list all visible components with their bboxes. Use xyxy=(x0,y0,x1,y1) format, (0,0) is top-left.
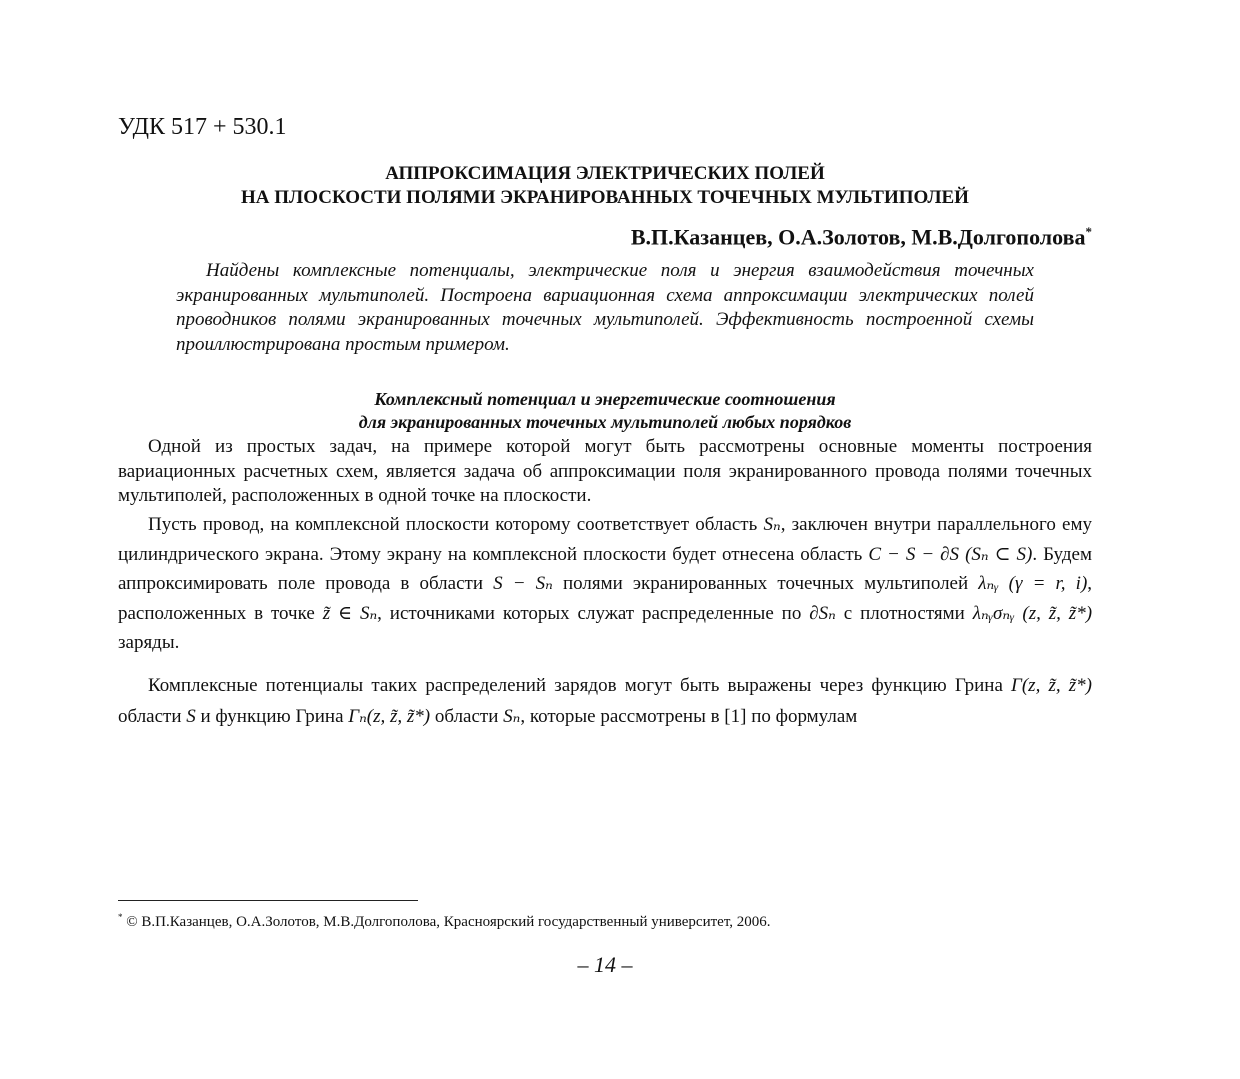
authors-footnote-mark: * xyxy=(1085,224,1092,239)
udk-code: УДК 517 + 530.1 xyxy=(118,114,287,140)
p3-text-e: , которые рассмотрены в [1] по формулам xyxy=(520,706,858,727)
p2-text-g: с плотностями xyxy=(843,602,965,624)
title-line-2: НА ПЛОСКОСТИ ПОЛЯМИ ЭКРАНИРОВАННЫХ ТОЧЕЧНЫХ МУЛЬТИПОЛЕЙ xyxy=(241,187,969,208)
p3-math-green-n: Γₙ(z, z̃, z̃*) xyxy=(348,706,431,727)
abstract: Найдены комплексные потенциалы, электрические поля и энергия взаимодействия точечных экранированных мультиполей. Построена вариационная схема аппроксимации электрических полей проводников полями экранированных точечных мультиполей. Эффективность построенной схемы проиллюстрирована простым примером. xyxy=(176,260,1034,355)
p2-text-c: . Будем аппроксимировать поле провода в области xyxy=(118,543,1092,594)
p2-math-lambda: λₙᵧ (γ = r, i) xyxy=(978,573,1088,594)
p2-math-sn: Sₙ xyxy=(763,514,781,535)
p3-text-b: области xyxy=(118,706,182,727)
footnote-mark: * xyxy=(118,912,123,922)
p2-math-point: z̃ ∈ Sₙ xyxy=(322,602,378,624)
p3-text-d: области xyxy=(434,706,499,727)
paragraph-1-text: Одной из простых задач, на примере которой могут быть рассмотрены основные моменты построения вариационных расчетных схем, является задача об аппроксимации поля экранированного провода полями точечных мультиполей, расположенных в одной точке на плоскости. xyxy=(118,436,1092,506)
p3-math-sn: Sₙ xyxy=(503,706,521,727)
authors xyxy=(631,224,1092,250)
paragraph-2 xyxy=(118,510,1092,658)
page-number: – 14 – xyxy=(577,952,633,977)
footnote xyxy=(118,912,771,931)
p2-text-e: , расположенных в точке xyxy=(118,573,1093,624)
p2-text-d: полями экранированных точечных мультиполей xyxy=(562,573,969,594)
p2-math-domain: C − S − ∂S (Sₙ ⊂ S) xyxy=(868,543,1033,565)
p2-text-h: заряды. xyxy=(118,632,180,653)
footnote-text: © В.П.Казанцев, О.А.Золотов, М.В.Долгополова, Красноярский государственный университет, 2006. xyxy=(126,914,771,930)
p3-math-green: Γ(z, z̃, z̃*) xyxy=(1011,675,1092,696)
p3-math-s: S xyxy=(186,706,196,727)
p2-math-s-minus-sn: S − Sₙ xyxy=(493,573,553,594)
p3-text-c: и функцию Грина xyxy=(200,706,344,727)
p2-text-b: , заключен внутри параллельного ему цилиндрического экрана. Этому экрану на комплексной плоскости будет отнесена область xyxy=(118,514,1093,565)
paragraph-1 xyxy=(118,435,1092,509)
paragraph-3 xyxy=(118,670,1092,732)
p2-text-f: , источниками которых служат распределенные по xyxy=(377,602,802,624)
section-heading-line-1: Комплексный потенциал и энергетические соотношения xyxy=(374,389,836,409)
title-line-1: АППРОКСИМАЦИЯ ЭЛЕКТРИЧЕСКИХ ПОЛЕЙ xyxy=(385,163,825,184)
p3-text-a: Комплексные потенциалы таких распределений зарядов могут быть выражены через функцию Грина xyxy=(148,675,1003,696)
p2-math-density: λₙᵧσₙᵧ (z, z̃, z̃*) xyxy=(972,602,1093,624)
authors-names: В.П.Казанцев, О.А.Золотов, М.В.Долгополова xyxy=(630,224,1086,250)
p2-text-a: Пусть провод, на комплексной плоскости которому соответствует область xyxy=(148,514,758,535)
p2-math-boundary: ∂Sₙ xyxy=(809,602,836,624)
section-heading-line-2: для экранированных точечных мультиполей любых порядков xyxy=(358,412,852,432)
footnote-divider xyxy=(118,900,418,901)
